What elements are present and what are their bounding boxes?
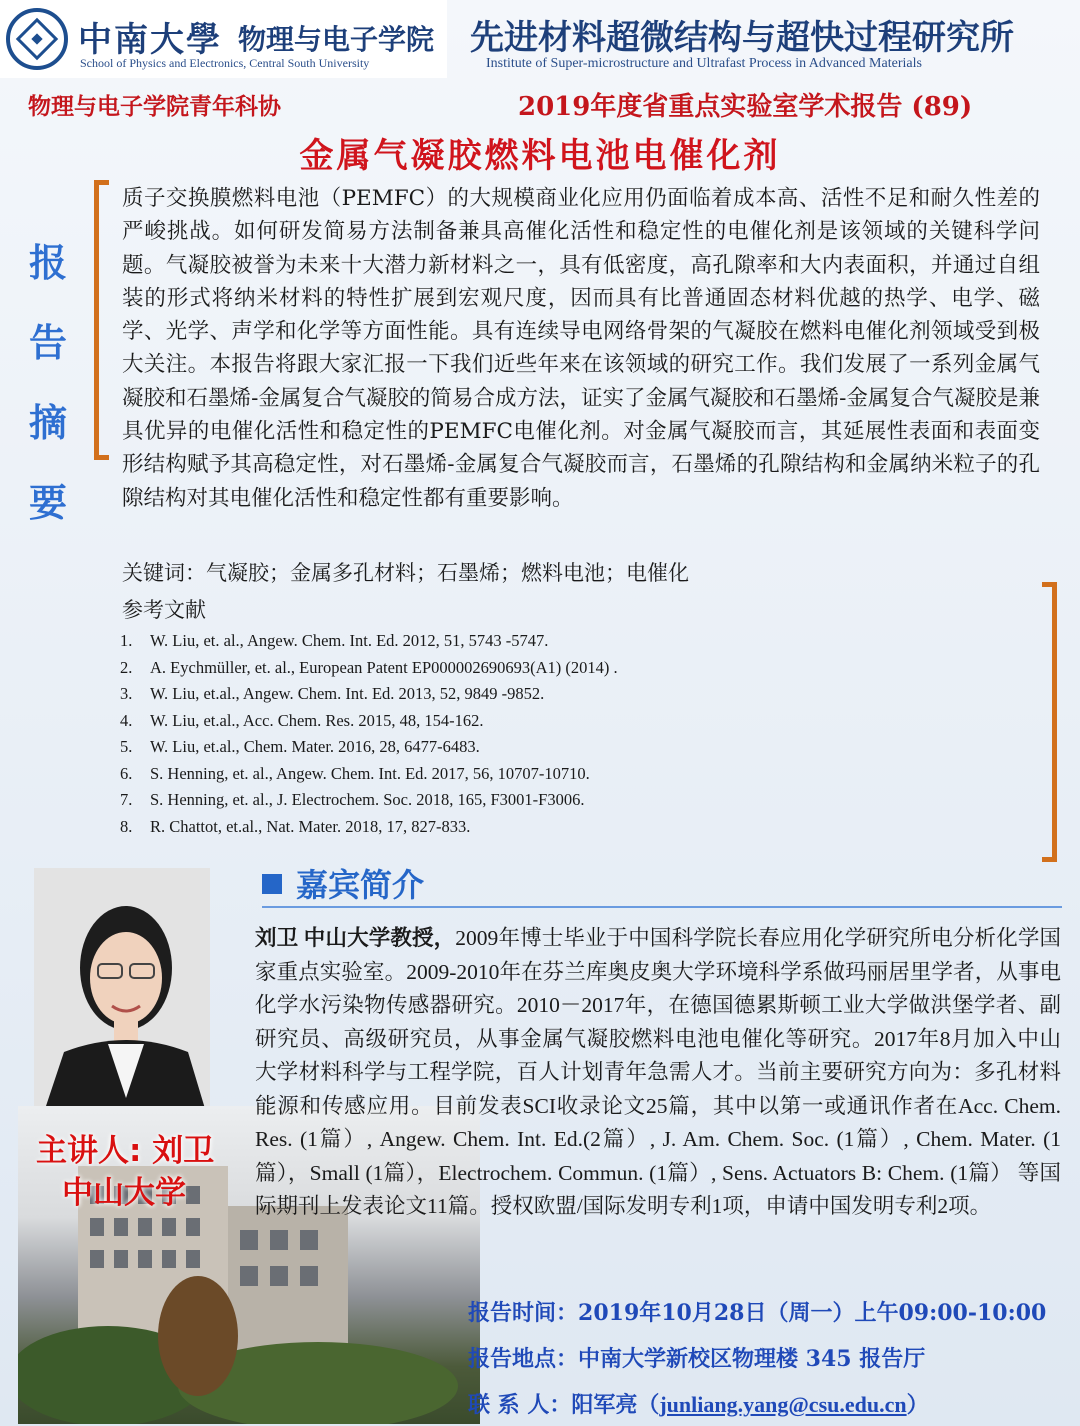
abstract-text: 质子交换膜燃料电池（PEMFC）的大规模商业化应用仍面临着成本高、活性不足和耐久性差的严峻挑战。如何研发简易方法制备兼具高催化活性和稳定性的电催化剂是该领域的关键科学问题。气凝胶被誉为未来十大潜力新材料之一，具有低密度，高孔隙率和大内表面积，并通过自组装的形式将纳米材料的特性扩展到宏观尺度，因而具有比普通固态材料优越的热学、电学、磁学、光学、声学和化学等方面性能。具有连续导电网络骨架的气凝胶在燃料电催化剂领域受到极大关注。本报告将跟大家汇报一下我们近些年来在该领域的研究工作。我们发展了一系列金属气凝胶和石墨烯-金属复合气凝胶的简易合成方法，证实了金属气凝胶和石墨烯-金属复合气凝胶是兼具优异的电催化活性和稳定性的PEMFC电催化剂。对金属气凝胶而言，其延展性表面和表面变形结构赋予其高稳定性，对石墨烯-金属复合气凝胶而言，石墨烯的孔隙结构和金属纳米粒子的孔隙结构对其电催化活性和稳定性都有重要影响。 [122,186,1040,511]
guest-heading: 嘉宾简介 [262,860,424,906]
association-name: 物理与电子学院青年科协 [28,94,281,120]
report-time: 报告时间：2019年10月28日（周一）上午09:00-10:00 [468,1300,1047,1326]
references-title: 参考文献 [122,598,206,622]
reference-item: 4. W. Liu, et.al., Acc. Chem. Res. 2015, 48, 154-162. [120,710,484,730]
institute-name: 先进材料超微结构与超快过程研究所 [470,18,1014,58]
bio-text: 2009年博士毕业于中国科学院长春应用化学研究所电分析化学国家重点实验室。2009-2010年在芬兰库奥皮奥大学环境科学系做玛丽居里学者，从事电化学水污染物传感器研究。2010－2017年，在德国德累斯顿工业大学做洪堡学者、副研究员、高级研究员，从事金属气凝胶燃料电池电催化等研究。2017年8月加入中山大学材料科学与工程学院，百人计划青年急需人才。当前主要研究方向为：多孔材料能源和传感应用。目前发表SCI收录论文25篇，其中以第一或通讯作者在Acc. Chem. Res. (1篇）, Angew. Chem. Int. Ed.(2篇）, J. Am. Chem. Soc. (1篇）, Chem. Mater. (1篇），Small (1篇），Electrochem. Commun. (1篇）, Sens. Actuators B: Chem. (1篇） 等国际期刊上发表论文11篇。授权欧盟/国际发明专利1项，申请中国发明专利2项。 [255,926,1061,1218]
school-name-en: School of Physics and Electronics, Central South University [80,56,370,70]
abstract-label [20,232,76,552]
speaker-label [36,1130,214,1214]
abstract-label-char: 告 [28,321,67,365]
speaker-bio [255,922,1061,1224]
page-title: 金属气凝胶燃料电池电催化剂 [299,136,781,176]
university-name: 中南大學 [78,20,222,60]
reference-item: 8. R. Chattot, et.al., Nat. Mater. 2018, 17, 827-833. [120,816,471,836]
contact-email-link[interactable]: junliang.yang@csu.edu.cn [659,1392,907,1417]
keywords: 关键词：气凝胶；金属多孔材料；石墨烯；燃料电池；电催化 [122,561,689,585]
report-series: 2019年度省重点实验室学术报告 (89) [518,92,973,122]
reference-item: 6. S. Henning, et. al., Angew. Chem. Int. Ed. 2017, 56, 10707-10710. [120,763,590,783]
speaker-name: 主讲人: 刘卫 [36,1133,215,1169]
speaker-photo [34,868,210,1112]
reference-item: 3. W. Liu, et.al., Angew. Chem. Int. Ed. 2013, 52, 9849 -9852. [120,684,545,703]
school-name: 物理与电子学院 [238,23,435,56]
references-bracket-right [1042,582,1057,862]
speaker-affiliation: 中山大学 [62,1175,186,1211]
abstract-label-char: 摘 [28,401,67,445]
reference-item: 1. W. Liu, et. al., Angew. Chem. Int. Ed. 2012, 51, 5743 -5747. [120,631,549,650]
bio-lead: 刘卫 中山大学教授， [255,926,456,950]
reference-item: 7. S. Henning, et. al., J. Electrochem. Soc. 2018, 165, F3001-F3006. [120,790,585,809]
report-place: 报告地点：中南大学新校区物理楼 345 报告厅 [468,1346,926,1372]
reference-item: 5. W. Liu, et.al., Chem. Mater. 2016, 28, 6477-6483. [120,737,480,756]
guest-divider [262,906,1062,908]
reference-item: 2. A. Eychmüller, et. al., European Patent EP000002690693(A1) (2014) . [120,657,618,677]
abstract-label-char: 报 [28,241,67,285]
institute-name-en: Institute of Super-microstructure and Ultrafast Process in Advanced Materials [486,56,922,71]
abstract-label-char: 要 [28,481,67,525]
references-list [120,628,618,840]
square-bullet-icon [262,874,282,894]
contact: 联 系 人：阳军亮（junliang.yang@csu.edu.cn） [468,1392,929,1418]
abstract-bracket-left [94,180,109,460]
university-seal-icon [6,8,68,70]
